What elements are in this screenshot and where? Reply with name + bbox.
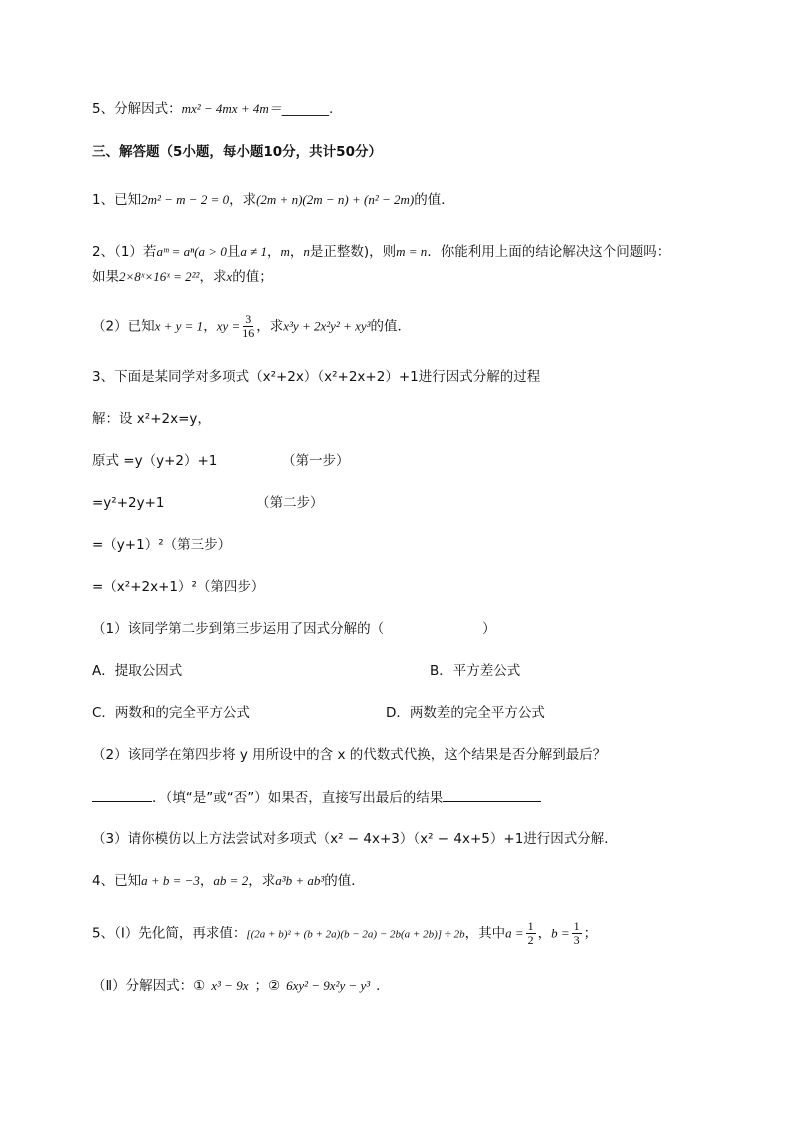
question-5-part-2: （Ⅱ）分解因式：① x³ − 9x ；② 6xy² − 9x²y − y³ ． bbox=[92, 978, 390, 994]
question-4: 4、已知a + b = −3，ab = 2，求a³b + ab³的值． bbox=[92, 873, 365, 889]
section-3-heading: 三、解答题（5小题，每小题10分，共计50分） bbox=[92, 144, 382, 160]
question-3-step-4: =（x²+2x+1）²（第四步） bbox=[92, 579, 265, 595]
question-3-step-2: =y²+2y+1 bbox=[92, 495, 165, 511]
answer-blank-1[interactable] bbox=[92, 787, 152, 802]
question-3-step-1: 原式 =y（y+2）+1 bbox=[92, 453, 218, 469]
question-3-sub-1: （1）该同学第二步到第三步运用了因式分解的（ ） bbox=[92, 621, 496, 637]
option-d: D．两数差的完全平方公式 bbox=[386, 705, 545, 721]
question-5-part-1: 5、（Ⅰ）先化简，再求值：[(2a + b)² + (b + 2a)(b − 2a) − 2b(a + 2b)] ÷ 2b，其中a = $\frac{1}{2}$ ，b = $\frac{1}{3}$ ； bbox=[92, 919, 598, 947]
question-3-sub-2: （2）该同学在第四步将 y 用所设中的含 x 的代数式代换，这个结果是否分解到最后？ bbox=[92, 747, 607, 763]
option-b: B．平方差公式 bbox=[430, 663, 521, 679]
question-3-title: 3、下面是某同学对多项式（x²+2x）（x²+2x+2）+1进行因式分解的过程 bbox=[92, 369, 541, 385]
question-3-step-3: =（y+1）²（第三步） bbox=[92, 537, 232, 553]
option-c: C．两数和的完全平方公式 bbox=[92, 705, 250, 721]
question-2-part-2: （2）已知x + y = 1，xy = $\frac{3}{16}$ ，求x³y + 2x²y² + xy³的值． bbox=[92, 312, 412, 340]
step-1-tag: （第一步） bbox=[282, 453, 350, 469]
question-3-step-0: 解：设 x²+2x=y， bbox=[92, 411, 211, 427]
question-3-sub-3: （3）请你模仿以上方法尝试对多项式（x² − 4x+3）（x² − 4x+5）+1进行因式分解． bbox=[92, 831, 618, 847]
question-5-factor: 5、分解因式：mx² − 4mx + 4m＝_______. bbox=[92, 101, 334, 117]
question-2-part-1: 2、（1）若aᵐ = aⁿ(a > 0且a ≠ 1，m，n是正整数)，则m = n．你能利用上面的结论解决这个问题吗： bbox=[92, 244, 671, 260]
question-3-sub-2-answer: ．（填“是”或“否”）如果否，直接写出最后的结果 bbox=[92, 787, 541, 808]
question-2-part-1-cont: 如果2×8ˣ×16ˣ = 2²²，求x的值； bbox=[92, 269, 273, 285]
option-a: A．提取公因式 bbox=[92, 663, 183, 679]
fraction-3-16: $\frac{3}{16}$ bbox=[242, 312, 255, 340]
step-2-tag: （第二步） bbox=[256, 495, 324, 511]
question-1: 1、已知2m² − m − 2 = 0，求(2m + n)(2m − n) + (n² − 2m)的值． bbox=[92, 192, 455, 208]
answer-blank-2[interactable] bbox=[443, 787, 541, 802]
